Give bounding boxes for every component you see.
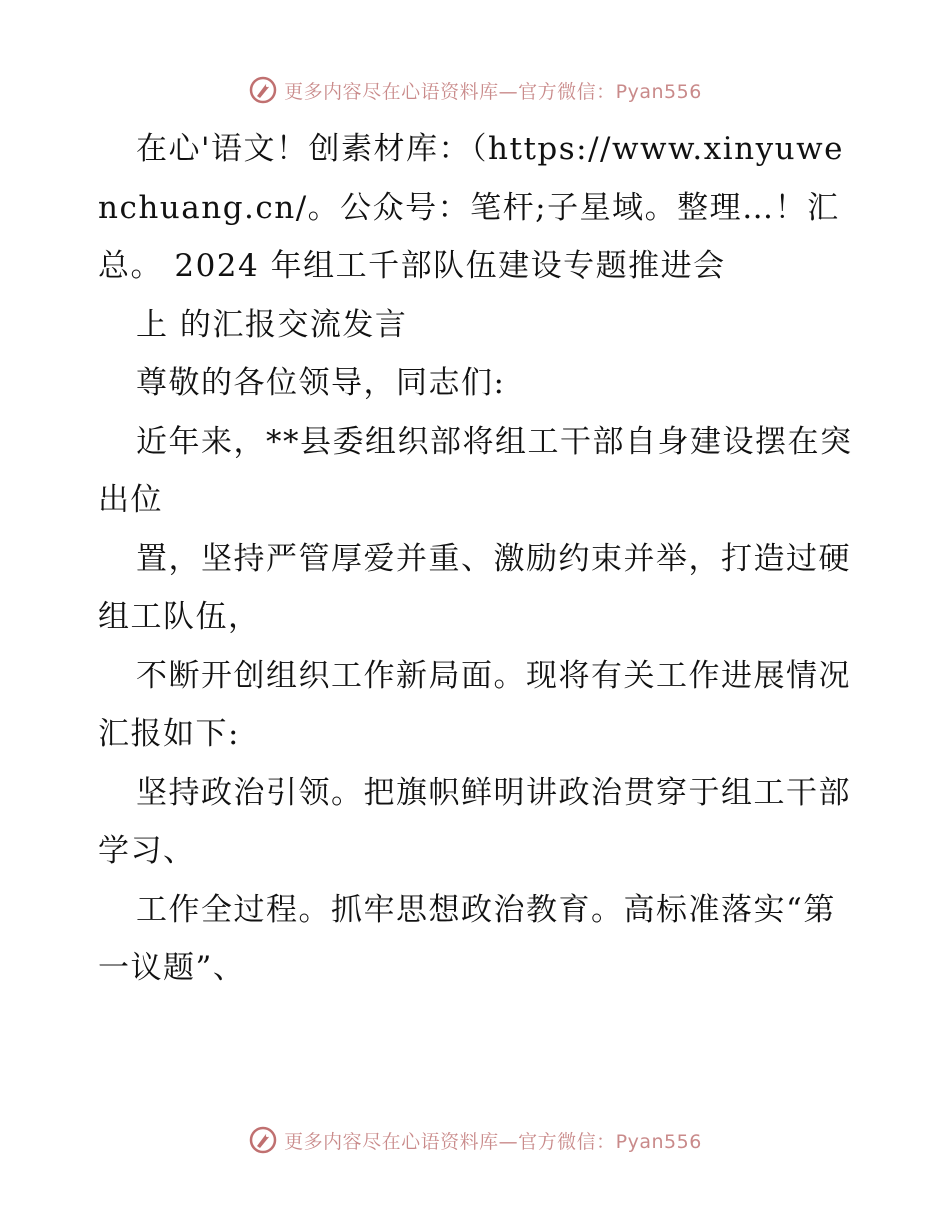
paragraph-body-4: 坚持政治引领。把旗帜鲜明讲政治贯穿于组工干部学习、: [98, 774, 851, 869]
paragraph-intro: 在心'语文！创素材库：（https://www.xinyuwenchuang.cn/。公众号：笔杆;子星域。整理…！汇总。 2024 年组工千部队伍建设专题推进会: [98, 131, 844, 284]
header-watermark-text: 更多内容尽在心语资料库—官方微信：Pyan556: [284, 80, 702, 103]
paragraph-body-2: 置，坚持严管厚爱并重、激励约束并举，打造过硬组工队伍，: [98, 540, 851, 635]
footer-watermark-content: [248, 1125, 702, 1155]
paragraph-body-3: 不断开创组织工作新局面。现将有关工作进展情况汇报如下:: [98, 657, 851, 752]
paragraph-body-5: 工作全过程。抓牢思想政治教育。高标准落实“第一议题”、: [98, 891, 836, 986]
pen-nib-logo-icon: [248, 1125, 278, 1155]
header-watermark-content: [248, 75, 702, 105]
footer-watermark: [0, 1120, 950, 1160]
footer-watermark-text: 更多内容尽在心语资料库—官方微信：Pyan556: [284, 1130, 702, 1153]
paragraph-salutation: 尊敬的各位领导，同志们:: [136, 365, 506, 401]
paragraph-title-line: 上 的汇报交流发言: [136, 306, 408, 343]
pen-nib-logo-icon: [248, 75, 278, 105]
document-body: [98, 120, 858, 998]
paragraph-body-1: 近年来，**县委组织部将组工干部自身建设摆在突出位: [98, 423, 853, 518]
header-watermark: [0, 70, 950, 110]
